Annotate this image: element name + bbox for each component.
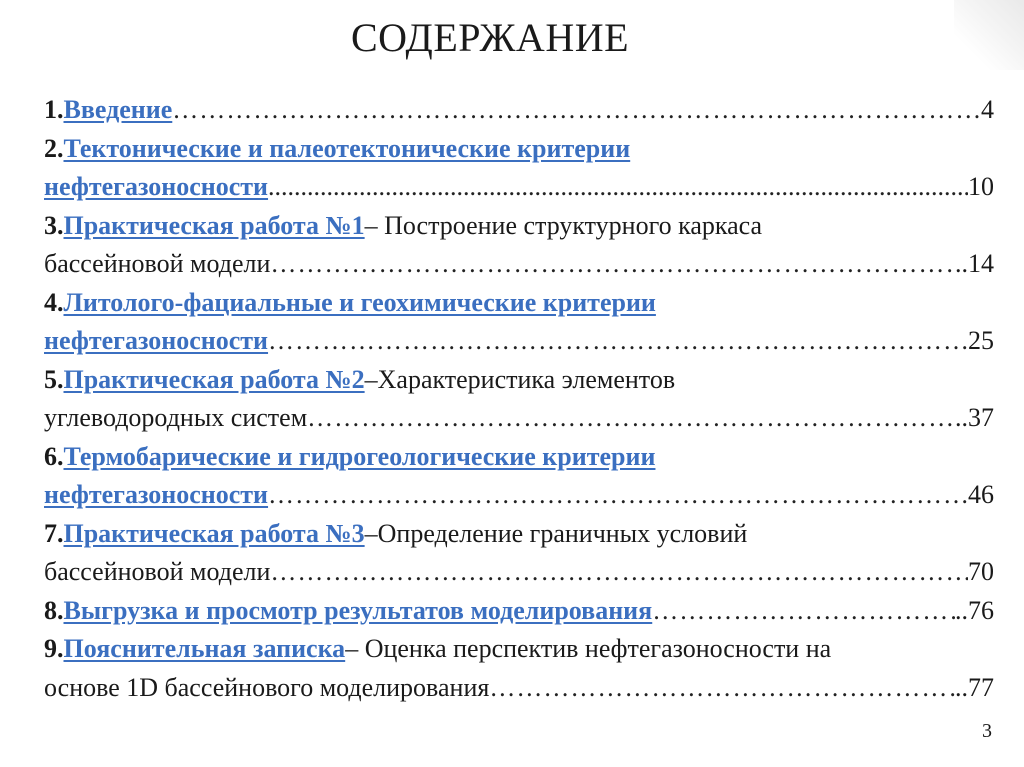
toc-entry-5-cont <box>44 403 994 442</box>
entry-number: 7. <box>44 518 64 548</box>
entry-text: бассейновой модели <box>44 557 271 586</box>
entry-page: 4 <box>981 95 994 124</box>
slide-number: 3 <box>982 720 992 742</box>
entry-text: –Характеристика элементов <box>364 364 676 394</box>
leader-dots <box>307 403 955 433</box>
entry-text: основе 1D бассейнового моделирования <box>44 672 490 702</box>
table-of-contents <box>44 95 994 711</box>
entry-number: 9. <box>44 634 64 663</box>
toc-entry-9 <box>44 634 994 673</box>
entry-text: бассейновой модели <box>44 249 271 278</box>
entry-page: 10 <box>968 172 994 201</box>
leader-dots <box>172 95 981 125</box>
toc-link-lithology-criteria[interactable]: Литолого-фациальные и геохимические критерии <box>63 287 656 317</box>
toc-entry-6 <box>44 442 994 481</box>
entry-number: 1. <box>44 95 64 124</box>
entry-number: 4. <box>44 287 64 317</box>
leader-dots <box>268 480 968 510</box>
entry-page: ..76 <box>955 595 994 625</box>
toc-link-tectonic-criteria[interactable]: Тектонические и палеотектонические критерии <box>63 133 631 163</box>
toc-entry-9-cont <box>44 673 994 712</box>
entry-page: 25 <box>968 326 994 355</box>
entry-number: 5. <box>44 364 64 394</box>
entry-page: ..37 <box>955 403 994 432</box>
toc-link-introduction[interactable]: Введение <box>63 95 173 124</box>
entry-page: 46 <box>968 480 994 509</box>
leader-dots <box>270 557 968 587</box>
leader-dots <box>270 249 955 279</box>
leader-dots <box>268 172 968 202</box>
toc-link-explanatory-note[interactable]: Пояснительная записка <box>63 634 346 663</box>
entry-page: ..77 <box>955 672 994 702</box>
toc-link-thermobaric-criteria-cont[interactable]: нефтегазоносности <box>44 480 269 509</box>
toc-entry-3 <box>44 211 994 250</box>
entry-number: 8. <box>44 595 64 625</box>
toc-link-export-results[interactable]: Выгрузка и просмотр результатов моделирования <box>63 595 653 625</box>
toc-link-practical-2[interactable]: Практическая работа №2 <box>63 364 365 394</box>
leader-dots <box>268 326 968 356</box>
toc-entry-4 <box>44 288 994 327</box>
toc-entry-2-cont <box>44 172 994 211</box>
entry-text: углеводородных систем <box>44 403 308 432</box>
entry-number: 6. <box>44 441 64 471</box>
entry-number: 2. <box>44 133 64 163</box>
toc-entry-2 <box>44 134 994 173</box>
entry-text: – Оценка перспектив нефтегазоносности на <box>345 634 832 663</box>
entry-page: ..14 <box>955 249 994 278</box>
toc-entry-3-cont <box>44 249 994 288</box>
toc-link-tectonic-criteria-cont[interactable]: нефтегазоносности <box>44 172 269 201</box>
toc-link-lithology-criteria-cont[interactable]: нефтегазоносности <box>44 326 269 355</box>
leader-dots <box>489 673 955 703</box>
toc-entry-7-cont <box>44 557 994 596</box>
toc-entry-7 <box>44 519 994 558</box>
entry-text: – Построение структурного каркаса <box>364 210 763 240</box>
toc-entry-5 <box>44 365 994 404</box>
entry-number: 3. <box>44 210 64 240</box>
toc-entry-1 <box>44 95 994 134</box>
toc-link-thermobaric-criteria[interactable]: Термобарические и гидрогеологические критерии <box>63 441 656 471</box>
toc-entry-4-cont <box>44 326 994 365</box>
toc-link-practical-1[interactable]: Практическая работа №1 <box>63 210 365 240</box>
toc-entry-8 <box>44 596 994 635</box>
entry-page: 70 <box>968 557 994 586</box>
entry-text: –Определение граничных условий <box>364 518 748 548</box>
page-title: СОДЕРЖАНИЕ <box>350 15 630 60</box>
leader-dots <box>652 596 955 626</box>
toc-entry-6-cont <box>44 480 994 519</box>
toc-link-practical-3[interactable]: Практическая работа №3 <box>63 518 365 548</box>
